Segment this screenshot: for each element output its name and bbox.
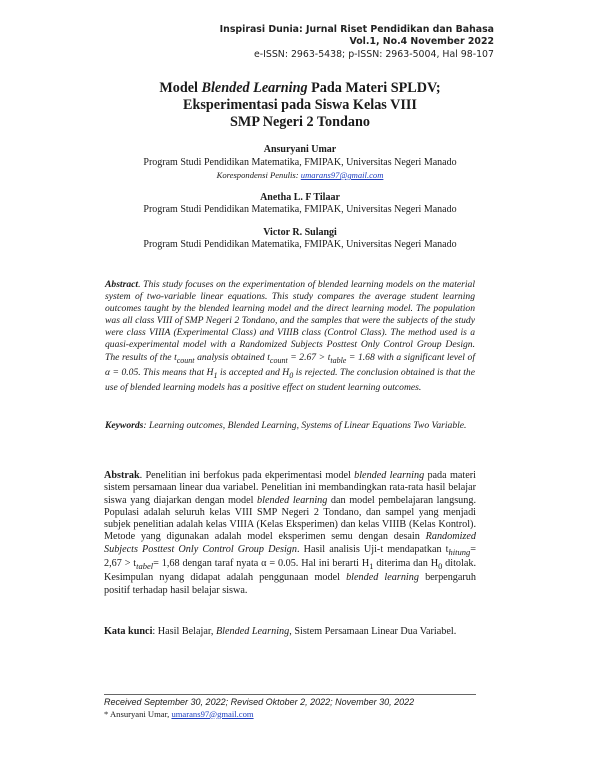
footnote-prefix: * Ansuryani Umar, [104,708,172,719]
author-affiliation: Program Studi Pendidikan Matematika, FMIPAK, Universitas Negeri Manado [143,239,457,250]
kata-kunci-text: : Hasil Belajar, [152,626,216,637]
subscript: count [176,355,195,365]
received-dates: Received September 30, 2022; Revised Oktober 2, 2022; November 30, 2022 [104,697,415,707]
abstract-label: Abstract [105,279,139,290]
abstract-text: = 2.67 > t [287,351,331,363]
keywords-text: : Learning outcomes, Blended Learning, Systems of Linear Equations Two Variable. [143,420,467,431]
subscript: tabel [136,561,154,572]
subscript: 0 [289,370,294,380]
corr-label: Korespondensi Penulis: [216,170,301,180]
abstrak-label: Abstrak [104,470,140,481]
paper-title [100,80,500,132]
subscript: table [330,355,347,365]
author-affiliation: Program Studi Pendidikan Matematika, FMIPAK, Universitas Negeri Manado [143,156,457,168]
corresponding-author [100,169,500,182]
journal-volume: Vol.1, No.4 November 2022 [349,36,494,48]
subscript: 1 [213,370,218,380]
author-1 [100,144,500,182]
keywords-indonesian [104,626,476,638]
journal-name: Inspirasi Dunia: Jurnal Riset Pendidikan dan Bahasa [219,24,494,35]
journal-issn: e-ISSN: 2963-5438; p-ISSN: 2963-5004, Hal 98-107 [253,48,494,60]
author-name: Ansuryani Umar [263,144,337,155]
kata-kunci-italic: Blended Learning [215,626,290,637]
author-name: Anetha L. F Tilaar [260,191,340,203]
author-footnote [104,709,484,721]
footer-divider [104,694,476,695]
abstrak-text: pada materi sistem persamaan linear dua variabel. Penelitian ini membandingkan rata-rata hasil belajar siswa yang diajarkan dengan model [104,470,476,506]
abstrak-text: dan model pembelajaran langsung. Populasi adalah seluruh kelas VIII SMP Negeri 2 Tondano, dan sampel yang menjadi subjek penelitian adalah kelas VIIIA (Kelas Eksperimen) dan kelas VIIIB (Kelas Kontrol). Metode yang digunakan adalah model eksperimen semu dengan desain [104,494,476,543]
abstrak-text: . Penelitian ini berfokus pada ekperimentasi model [139,470,355,481]
abstrak-italic: blended learning [346,572,419,584]
abstract-text: is accepted and H [217,366,290,378]
authors-block [100,144,500,262]
abstrak-text: = 2,67 > t [104,543,476,570]
abstrak-text: berpengaruh positif terhadap hasil belajar siswa. [104,572,476,596]
keywords-english [105,420,475,432]
corr-email-link[interactable]: umarans97@gmail.com [300,170,384,180]
abstrak-text: = 1,68 dengan taraf nyata α = 0.05. Hal ini berarti H [153,558,370,570]
abstrak-italic: blended learning [354,470,425,481]
keywords-label: Keywords [105,420,144,431]
author-name: Victor R. Sulangi [263,226,337,238]
author-3 [100,227,500,252]
abstract-indonesian [104,470,476,597]
author-affiliation: Program Studi Pendidikan Matematika, FMIPAK, Universitas Negeri Manado [143,204,457,215]
abstrak-text: diterima dan H [373,558,439,570]
kata-kunci-text: , Sistem Persamaan Linear Dua Variabel. [289,626,457,637]
abstrak-italic: Randomized Subjects Posttest Only Control Group Design [104,531,476,555]
abstract-text: analysis obtained t [194,351,270,363]
page-footer [104,697,484,720]
subscript: 0 [438,561,443,572]
abstrak-text: ditolak. Kesimpulan nyang didapat adalah penggunaan model [104,558,477,584]
title-line1-post: Pada Materi SPLDV; [307,80,441,96]
journal-header [220,24,494,61]
title-line2: Eksperimentasi pada Siswa Kelas VIII [183,97,417,114]
abstract-text: = 1.68 with a significant level of α = 0.05. This means that H [105,351,475,378]
abstract-english [105,279,475,394]
title-italic: Blended Learning [201,80,308,96]
title-line3: SMP Negeri 2 Tondano [230,114,370,131]
abstrak-text: . Hasil analisis Uji-t mendapatkan t [296,543,449,555]
abstract-text: is rejected. The conclusion obtained is that the use of blended learning models has a positive effect on student learning outcomes. [105,366,475,393]
abstract-text: . This study focuses on the experimentation of blended learning models on the material system of two-variable linear equations. This study compares the average student learning outcomes taught by the blended learning model and the direct learning model. The population was all class VIII of SMP Negeri 2 Tondano, and the samples that were the subjects of the study were class VIIIA (Experimental Class) and VIIIB class (Control Class). The method used is a quasi-experimental model with a Randomized Subjects Posttest Only Control Group Design. The results of the t [105,279,475,363]
subscript: count [269,355,288,365]
footnote-email-link[interactable]: umarans97@gmail.com [171,708,254,719]
kata-kunci-label: Kata kunci [104,626,153,637]
title-pre: Model [159,80,202,96]
abstrak-italic: blended learning [257,494,328,506]
author-2 [100,192,500,217]
subscript: 1 [369,561,374,572]
subscript: hitung [448,546,471,557]
